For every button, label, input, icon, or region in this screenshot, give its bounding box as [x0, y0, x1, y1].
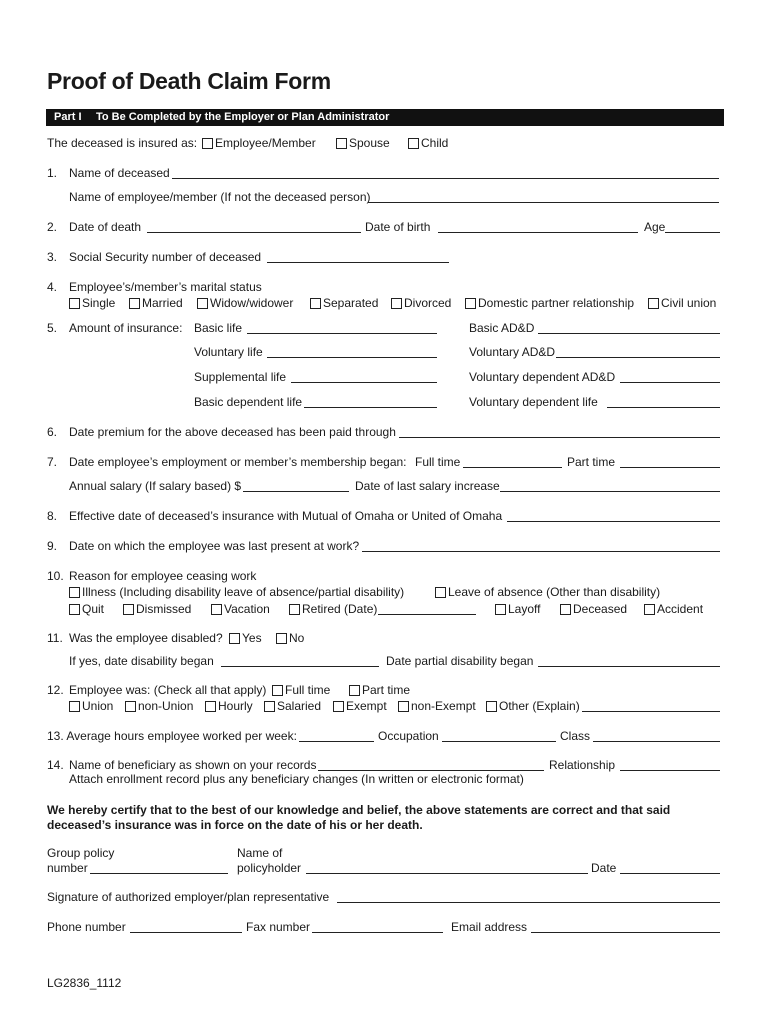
- class-field[interactable]: [593, 730, 720, 742]
- policyholder-field[interactable]: [306, 862, 588, 874]
- layoff-checkbox[interactable]: [495, 604, 506, 615]
- civil-union-checkbox[interactable]: [648, 298, 659, 309]
- last-increase-label: Date of last salary increase: [355, 479, 500, 493]
- divorced-label: Divorced: [404, 296, 452, 310]
- q7-number: 7.: [47, 455, 58, 469]
- disability-began-field[interactable]: [221, 655, 379, 667]
- group-policy-number-label: number: [47, 861, 88, 875]
- q9-number: 9.: [47, 539, 58, 553]
- date-of-birth-field[interactable]: [438, 221, 638, 233]
- retired-checkbox[interactable]: [289, 604, 300, 615]
- child-checkbox[interactable]: [408, 138, 419, 149]
- employee-member-label: Employee/Member: [215, 136, 316, 150]
- salaried-checkbox[interactable]: [264, 701, 275, 712]
- q3-number: 3.: [47, 250, 58, 264]
- voluntary-life-field[interactable]: [267, 346, 437, 358]
- date-of-death-field[interactable]: [147, 221, 361, 233]
- q12-full-time-checkbox[interactable]: [272, 685, 283, 696]
- name-of-label: Name of: [237, 846, 283, 860]
- avg-hours-label: 13. Average hours employee worked per week:: [47, 729, 297, 743]
- ceasing-work-label: Reason for employee ceasing work: [69, 569, 257, 583]
- employee-was-label: Employee was: (Check all that apply): [69, 683, 267, 697]
- last-present-field[interactable]: [362, 540, 720, 552]
- dismissed-label: Dismissed: [136, 602, 192, 616]
- married-label: Married: [142, 296, 183, 310]
- phone-label: Phone number: [47, 920, 126, 934]
- group-policy-label: Group policy: [47, 846, 115, 860]
- partial-disability-field[interactable]: [538, 655, 720, 667]
- signature-label: Signature of authorized employer/plan representative: [47, 890, 330, 904]
- q1-number: 1.: [47, 166, 58, 180]
- q8-number: 8.: [47, 509, 58, 523]
- occupation-field[interactable]: [442, 730, 556, 742]
- partial-disability-label: Date partial disability began: [386, 654, 534, 668]
- retired-date-field[interactable]: [378, 603, 476, 615]
- q6-number: 6.: [47, 425, 58, 439]
- voluntary-dependent-add-field[interactable]: [620, 371, 720, 383]
- supplemental-life-field[interactable]: [291, 371, 437, 383]
- single-checkbox[interactable]: [69, 298, 80, 309]
- last-present-label: Date on which the employee was last present at work?: [69, 539, 360, 553]
- relationship-field[interactable]: [620, 759, 720, 771]
- basic-life-label: Basic life: [194, 321, 243, 335]
- date-field[interactable]: [620, 862, 720, 874]
- retired-label: Retired (Date): [302, 602, 378, 616]
- q12-full-time-label: Full time: [285, 683, 331, 697]
- employee-member-checkbox[interactable]: [202, 138, 213, 149]
- group-policy-number-field[interactable]: [90, 862, 228, 874]
- non-union-label: non-Union: [138, 699, 194, 713]
- basic-dependent-life-field[interactable]: [304, 396, 437, 408]
- q12-number: 12.: [47, 683, 64, 697]
- attach-enrollment-note: Attach enrollment record plus any beneficiary changes (In written or electronic format): [69, 772, 524, 786]
- phone-field[interactable]: [130, 921, 242, 933]
- name-of-deceased-field[interactable]: [172, 167, 719, 179]
- annual-salary-field[interactable]: [243, 480, 349, 492]
- basic-dependent-life-label: Basic dependent life: [194, 395, 303, 409]
- basic-life-field[interactable]: [247, 322, 437, 334]
- quit-label: Quit: [82, 602, 105, 616]
- layoff-label: Layoff: [508, 602, 541, 616]
- q11-number: 11.: [47, 631, 63, 645]
- q12-part-time-label: Part time: [362, 683, 411, 697]
- ssn-label: Social Security number of deceased: [69, 250, 262, 264]
- q1-label: Name of deceased: [69, 166, 170, 180]
- relationship-label: Relationship: [549, 758, 616, 772]
- last-increase-field[interactable]: [500, 480, 720, 492]
- hourly-label: Hourly: [218, 699, 253, 713]
- signature-field[interactable]: [337, 891, 720, 903]
- voluntary-add-label: Voluntary AD&D: [469, 345, 556, 359]
- q5-number: 5.: [47, 321, 58, 335]
- name-of-employee-field[interactable]: [368, 191, 719, 203]
- disability-began-label: If yes, date disability began: [69, 654, 214, 668]
- insured-as-label: The deceased is insured as:: [47, 136, 198, 150]
- separated-checkbox[interactable]: [310, 298, 321, 309]
- q2-number: 2.: [47, 220, 58, 234]
- q1-employee-label: Name of employee/member (If not the deceased person): [69, 190, 371, 204]
- age-field[interactable]: [665, 221, 720, 233]
- date-of-birth-label: Date of birth: [365, 220, 431, 234]
- union-checkbox[interactable]: [69, 701, 80, 712]
- voluntary-add-field[interactable]: [556, 346, 720, 358]
- exempt-checkbox[interactable]: [333, 701, 344, 712]
- part-time-date-field[interactable]: [620, 456, 720, 468]
- non-exempt-label: non-Exempt: [411, 699, 476, 713]
- separated-label: Separated: [323, 296, 379, 310]
- vacation-label: Vacation: [224, 602, 270, 616]
- deceased-checkbox[interactable]: [560, 604, 571, 615]
- leave-label: Leave of absence (Other than disability): [448, 585, 661, 599]
- part-title: To Be Completed by the Employer or Plan Administrator: [96, 111, 390, 123]
- effective-date-label: Effective date of deceased’s insurance with Mutual of Omaha or United of Omaha: [69, 509, 503, 523]
- part-header-band: [46, 109, 724, 126]
- employment-began-label: Date employee’s employment or member’s membership began:: [69, 455, 407, 469]
- basic-add-field[interactable]: [538, 322, 720, 334]
- voluntary-life-label: Voluntary life: [194, 345, 263, 359]
- fax-field[interactable]: [312, 921, 443, 933]
- policyholder-label: policyholder: [237, 861, 302, 875]
- ssn-field[interactable]: [267, 251, 449, 263]
- voluntary-dependent-add-label: Voluntary dependent AD&D: [469, 370, 616, 384]
- hourly-checkbox[interactable]: [205, 701, 216, 712]
- full-time-label: Full time: [415, 455, 461, 469]
- beneficiary-field[interactable]: [318, 759, 544, 771]
- other-checkbox[interactable]: [486, 701, 497, 712]
- leave-checkbox[interactable]: [435, 587, 446, 598]
- fax-label: Fax number: [246, 920, 311, 934]
- dismissed-checkbox[interactable]: [123, 604, 134, 615]
- accident-checkbox[interactable]: [644, 604, 655, 615]
- quit-checkbox[interactable]: [69, 604, 80, 615]
- union-label: Union: [82, 699, 114, 713]
- other-explain-field[interactable]: [582, 700, 720, 712]
- spouse-checkbox[interactable]: [336, 138, 347, 149]
- non-union-checkbox[interactable]: [125, 701, 136, 712]
- other-label: Other (Explain): [499, 699, 580, 713]
- illness-checkbox[interactable]: [69, 587, 80, 598]
- salaried-label: Salaried: [277, 699, 322, 713]
- supplemental-life-label: Supplemental life: [194, 370, 287, 384]
- illness-label: Illness (Including disability leave of absence/partial disability): [82, 585, 405, 599]
- basic-add-label: Basic AD&D: [469, 321, 535, 335]
- q10-number: 10.: [47, 569, 64, 583]
- effective-date-field[interactable]: [507, 510, 720, 522]
- certification-statement: We hereby certify that to the best of our knowledge and belief, the above statements are correct and that said deceased’s insurance was in force on the date of his or her death.: [47, 803, 671, 832]
- child-label: Child: [421, 136, 449, 150]
- disabled-label: Was the employee disabled?: [69, 631, 223, 645]
- married-checkbox[interactable]: [129, 298, 140, 309]
- voluntary-dependent-life-field[interactable]: [607, 396, 720, 408]
- widow-label: Widow/widower: [210, 296, 294, 310]
- deceased-label: Deceased: [573, 602, 628, 616]
- q12-part-time-checkbox[interactable]: [349, 685, 360, 696]
- form-title: Proof of Death Claim Form: [47, 68, 331, 94]
- q14-number: 14.: [47, 758, 64, 772]
- disabled-no-checkbox[interactable]: [276, 633, 287, 644]
- domestic-partner-label: Domestic partner relationship: [478, 296, 635, 310]
- avg-hours-field[interactable]: [299, 730, 374, 742]
- annual-salary-label: Annual salary (If salary based) $: [69, 479, 242, 493]
- q4-number: 4.: [47, 280, 58, 294]
- divorced-checkbox[interactable]: [391, 298, 402, 309]
- beneficiary-label: Name of beneficiary as shown on your records: [69, 758, 317, 772]
- email-field[interactable]: [531, 921, 720, 933]
- premium-paid-field[interactable]: [399, 426, 720, 438]
- full-time-date-field[interactable]: [463, 456, 562, 468]
- class-label: Class: [560, 729, 591, 743]
- disabled-no-label: No: [289, 631, 305, 645]
- part-time-label: Part time: [567, 455, 616, 469]
- date-label: Date: [591, 861, 617, 875]
- email-label: Email address: [451, 920, 528, 934]
- disabled-yes-checkbox[interactable]: [229, 633, 240, 644]
- civil-union-label: Civil union: [661, 296, 717, 310]
- non-exempt-checkbox[interactable]: [398, 701, 409, 712]
- accident-label: Accident: [657, 602, 704, 616]
- marital-status-label: Employee’s/member’s marital status: [69, 280, 262, 294]
- single-label: Single: [82, 296, 116, 310]
- spouse-label: Spouse: [349, 136, 390, 150]
- amount-insurance-label: Amount of insurance:: [69, 321, 183, 335]
- vacation-checkbox[interactable]: [211, 604, 222, 615]
- voluntary-dependent-life-label: Voluntary dependent life: [469, 395, 598, 409]
- form-code: LG2836_1112: [47, 976, 122, 990]
- date-of-death-label: Date of death: [69, 220, 142, 234]
- widow-checkbox[interactable]: [197, 298, 208, 309]
- premium-paid-label: Date premium for the above deceased has been paid through: [69, 425, 396, 439]
- part-label: Part I: [54, 111, 82, 123]
- age-label: Age: [644, 220, 666, 234]
- exempt-label: Exempt: [346, 699, 387, 713]
- occupation-label: Occupation: [378, 729, 439, 743]
- domestic-partner-checkbox[interactable]: [465, 298, 476, 309]
- disabled-yes-label: Yes: [242, 631, 262, 645]
